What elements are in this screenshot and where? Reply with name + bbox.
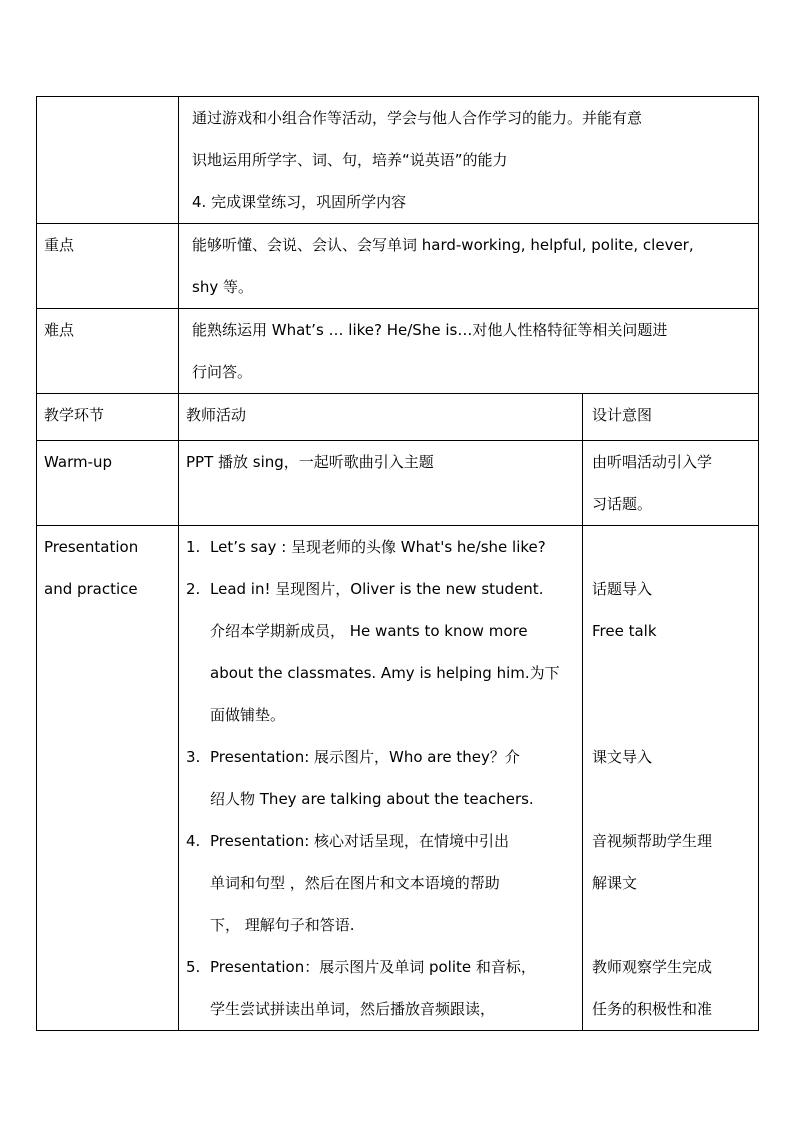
warmup-intent-line: 习话题。 (592, 495, 653, 513)
activity-line: 下， 理解句子和答语. (210, 916, 355, 934)
activity-line: 面做铺垫。 (210, 706, 286, 724)
activity-line: Presentation：展示图片及单词 polite 和音标， (210, 958, 536, 976)
header-intent: 设计意图 (583, 394, 759, 441)
activity-text (210, 820, 582, 946)
warmup-activity: PPT 播放 sing，一起听歌曲引入主题 (179, 441, 583, 526)
activity-line: 绍人物 They are talking about the teachers. (210, 790, 534, 808)
key-points-label: 重点 (37, 224, 179, 309)
warmup-intent (583, 441, 759, 526)
activity-text (210, 526, 582, 568)
activity-line: about the classmates. Amy is helping him.为下 (210, 664, 560, 682)
intent-line: 任务的积极性和准 (592, 1000, 713, 1018)
presentation-intents (583, 526, 759, 1031)
difficulty-row (37, 309, 759, 394)
activity-list (186, 526, 582, 1030)
activity-text (210, 568, 582, 736)
intent-line (592, 904, 754, 946)
activity-item (186, 820, 582, 946)
activity-item (186, 946, 582, 1030)
presentation-row (37, 526, 759, 1031)
presentation-activities (179, 526, 583, 1031)
intent-line: 课文导入 (592, 748, 653, 766)
table-header-row (37, 394, 759, 441)
warmup-stage: Warm-up (37, 441, 179, 526)
activity-number: 5. (186, 958, 201, 976)
intent-line: Free talk (592, 622, 657, 640)
presentation-stage-line: Presentation (44, 538, 139, 556)
intent-line: 话题导入 (592, 580, 653, 598)
key-points-line: shy 等。 (192, 278, 253, 296)
intent-line (592, 652, 754, 694)
key-points-cell (179, 224, 759, 309)
warmup-intent-line: 由听唱活动引入学 (592, 453, 713, 471)
presentation-stage (37, 526, 179, 1031)
activity-line: Let’s say : 呈现老师的头像 What's he/she like? (210, 538, 546, 556)
activity-item (186, 526, 582, 568)
intent-line: 解课文 (592, 874, 638, 892)
difficulty-label: 难点 (37, 309, 179, 394)
activity-line: Lead in! 呈现图片，Oliver is the new student. (210, 580, 544, 598)
intent-line: 教师观察学生完成 (592, 958, 713, 976)
activity-number: 4. (186, 832, 201, 850)
objectives-line: 通过游戏和小组合作等活动，学会与他人合作学习的能力。并能有意 (192, 109, 643, 127)
activity-line: Presentation: 展示图片，Who are they？介 (210, 748, 520, 766)
presentation-stage-line: and practice (44, 580, 138, 598)
activity-number: 3. (186, 748, 201, 766)
objectives-line: 4. 完成课堂练习，巩固所学内容 (192, 193, 407, 211)
header-activity: 教师活动 (179, 394, 583, 441)
activity-line: 学生尝试拼读出单词，然后播放音频跟读， (210, 1000, 496, 1018)
activity-line: 介绍本学期新成员， He wants to know more (210, 622, 528, 640)
intent-line (592, 694, 754, 736)
intent-line (592, 778, 754, 820)
header-stage: 教学环节 (37, 394, 179, 441)
activity-item (186, 736, 582, 820)
key-points-row (37, 224, 759, 309)
objectives-cell (179, 97, 759, 224)
activity-number: 1. (186, 538, 201, 556)
difficulty-line: 行问答。 (192, 363, 253, 381)
activity-item (186, 568, 582, 736)
activity-line: Presentation: 核心对话呈现，在情境中引出 (210, 832, 510, 850)
activity-text (210, 736, 582, 820)
intent-line (592, 526, 754, 568)
objectives-stage-cell (37, 97, 179, 224)
difficulty-line: 能熟练运用 What’s … like? He/She is…对他人性格特征等相关问题进 (192, 321, 668, 339)
objectives-line: 识地运用所学字、词、句，培养“说英语”的能力 (192, 151, 508, 169)
intent-line: 音视频帮助学生理 (592, 832, 713, 850)
warmup-row (37, 441, 759, 526)
objectives-row (37, 97, 759, 224)
activity-line: 单词和句型 ，然后在图片和文本语境的帮助 (210, 874, 500, 892)
activity-text (210, 946, 582, 1030)
key-points-line: 能够听懂、会说、会认、会写单词 hard-working, helpful, polite, clever, (192, 236, 694, 254)
activity-number: 2. (186, 580, 201, 598)
difficulty-cell (179, 309, 759, 394)
lesson-plan-table (36, 96, 759, 1031)
